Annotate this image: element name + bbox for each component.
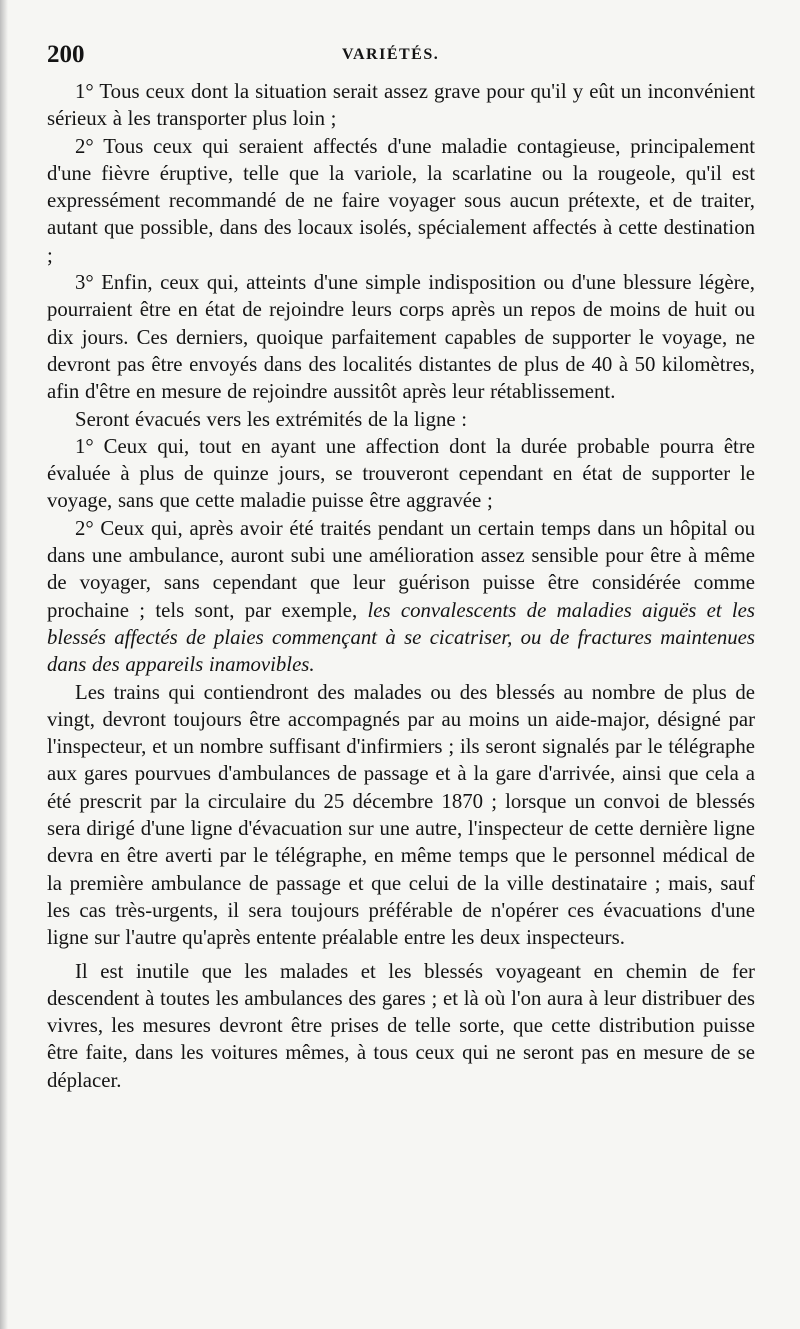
- paragraph-trains: Les trains qui contiendront des malades ou des blessés au nombre de plus de vingt, devront toujours être accompagnés par au moins un aide-major, désigné par l'inspecteur, et un nombre suffisant d'infirmiers ; ils seront signalés par le télégraphe aux gares pourvues d'ambulances de passage et à la gare d'arrivée, ainsi que cela a été prescrit par la circulaire du 25 décembre 1870 ; lorsque un convoi de blessés sera dirigé d'une ligne d'évacuation sur une autre, l'inspecteur de cette dernière ligne devra en être averti par le télégraphe, en même temps que le personnel médical de la première ambulance de passage et que celui de la ville destinataire ; mais, sauf les cas très-urgents, il sera toujours préférable de n'opérer ces évacuations d'une ligne sur l'autre qu'après entente préalable entre les deux inspecteurs.: [47, 680, 755, 950]
- paragraph-conclusion: Il est inutile que les malades et les blessés voyageant en chemin de fer descendent à toutes les ambulances des gares ; et là où l'on aura à leur distribuer des vivres, les mesures devront être prises de telle sorte, que cette distribution puisse être faite, dans les voitures mêmes, à tous ceux qui ne seront pas en mesure de se déplacer.: [47, 959, 755, 1092]
- body-text: [47, 78, 755, 1094]
- running-head: VARIÉTÉS.: [342, 46, 440, 63]
- paragraph-item-1: 1° Tous ceux dont la situation serait assez grave pour qu'il y eût un inconvénient sérieux à les transporter plus loin ;: [47, 80, 755, 131]
- paragraph-evac-item-1: 1° Ceux qui, tout en ayant une affection dont la durée probable pourra être évaluée à plus de quinze jours, se trouveront cependant en état de supporter le voyage, sans que cette maladie puisse être aggravée ;: [47, 434, 755, 513]
- page-header: [47, 38, 755, 78]
- page-number: 200: [47, 41, 85, 68]
- paragraph-evac-item-2-text: 2° Ceux qui, après avoir été traités pendant un certain temps dans un hôpital ou dans une ambulance, auront subi une amélioration assez sensible pour être à même de voyager, sans cependant que leur guérison puisse être considérée comme prochaine ; tels sont, par exemple,: [47, 516, 755, 622]
- paragraph-item-3: 3° Enfin, ceux qui, atteints d'une simple indisposition ou d'une blessure légère, pourraient être en état de rejoindre leurs corps après un repos de moins de huit ou dix jours. Ces derniers, quoique parfaitement capables de supporter le voyage, ne devront pas être envoyés dans des localités distantes de plus de 40 à 50 kilomètres, afin d'être en mesure de rejoindre aussitôt après leur rétablissement.: [47, 271, 755, 404]
- paragraph-evac-item-2-italic: les convalescents de maladies aiguës et les blessés affectés de plaies commençant à se cicatriser, ou de fractures maintenues dans des appareils inamovibles.: [47, 598, 755, 677]
- paragraph-evacuation-heading: Seront évacués vers les extrémités de la ligne :: [75, 407, 468, 431]
- paragraph-item-2: 2° Tous ceux qui seraient affectés d'une maladie contagieuse, principalement d'une fièvre éruptive, telle que la variole, la scarlatine ou la rougeole, qu'il est expressément recommandé de ne faire voyager sous aucun prétexte, et de traiter, autant que possible, dans des locaux isolés, spécialement affectés à cette destination ;: [47, 134, 755, 267]
- paragraph-evac-item-2: [47, 515, 755, 679]
